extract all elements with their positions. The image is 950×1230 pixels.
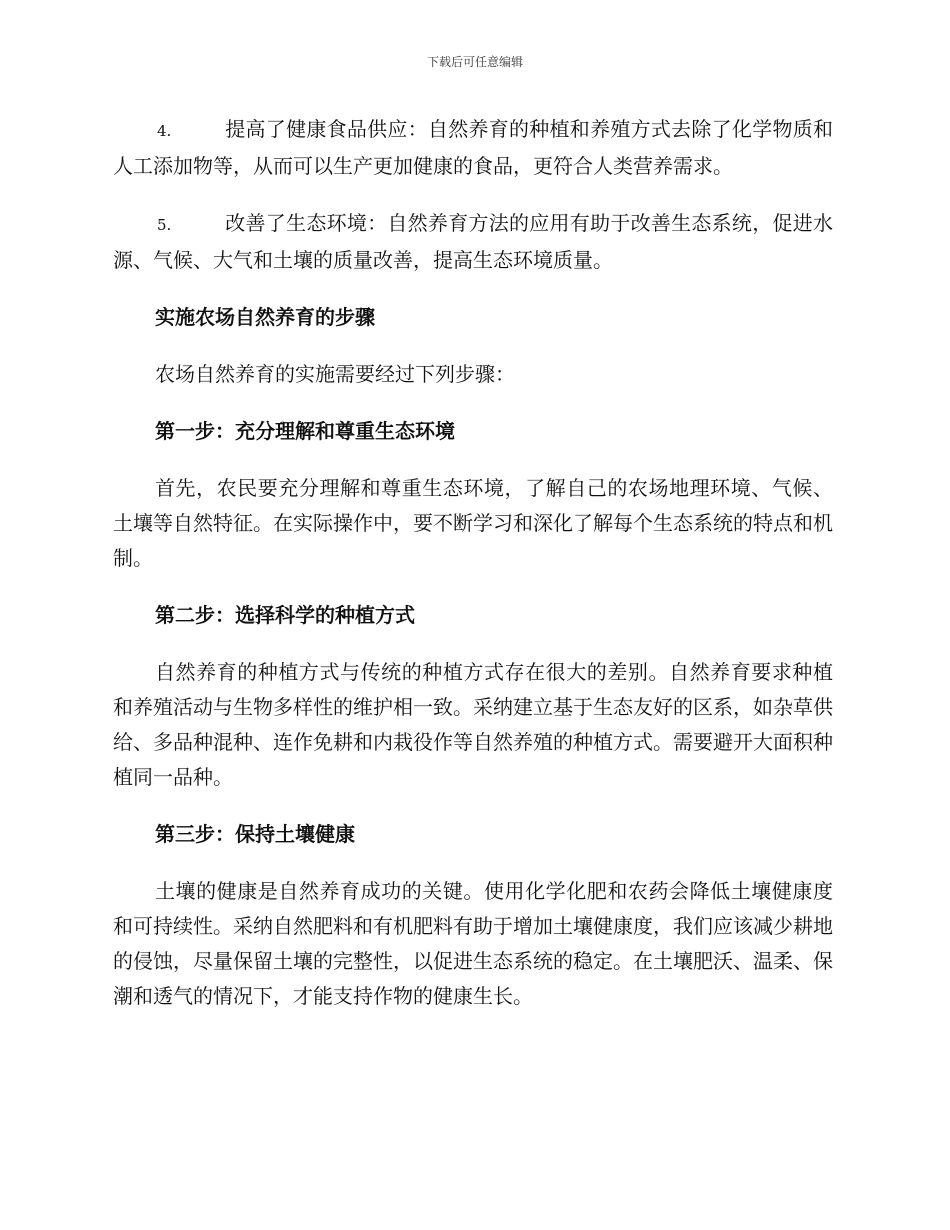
list-number: 5. bbox=[157, 216, 172, 234]
list-item-4 bbox=[113, 112, 833, 184]
section-heading: 实施农场自然养育的步骤 bbox=[155, 305, 375, 329]
list-item-5 bbox=[113, 206, 833, 278]
step3-paragraph: 土壤的健康是自然养育成功的关键。使用化学化肥和农药会降低土壤健康度和可持续性。采纳自然肥料和有机肥料有助于增加土壤健康度，我们应该减少耕地的侵蚀，尽量保留土壤的完整性，以促进生态系统的稳定。在土壤肥沃、温柔、保潮和透气的情况下，才能支持作物的健康生长。 bbox=[113, 879, 833, 1008]
step2-heading: 第二步：选择科学的种植方式 bbox=[155, 603, 415, 627]
step2-paragraph: 自然养育的种植方式与传统的种植方式存在很大的差别。自然养育要求种植和养殖活动与生物多样性的维护相一致。采纳建立基于生态友好的区系，如杂草供给、多品种混种、连作免耕和内栽役作等自然养殖的种植方式。需要避开大面积种植同一品种。 bbox=[113, 660, 833, 789]
step1-heading: 第一步：充分理解和尊重生态环境 bbox=[155, 419, 455, 443]
page-header-note: 下载后可任意编辑 bbox=[426, 55, 523, 69]
list-number: 4. bbox=[157, 122, 172, 140]
intro-paragraph: 农场自然养育的实施需要经过下列步骤： bbox=[155, 362, 515, 386]
step3-heading: 第三步：保持土壤健康 bbox=[155, 822, 355, 846]
document-body bbox=[113, 112, 833, 1036]
list-item-text: 改善了生态环境：自然养育方法的应用有助于改善生态系统，促进水源、气候、大气和土壤的质量改善，提高生态环境质量。 bbox=[113, 211, 833, 272]
step1-paragraph: 首先，农民要充分理解和尊重生态环境，了解自己的农场地理环境、气候、土壤等自然特征。在实际操作中，要不断学习和深化了解每个生态系统的特点和机制。 bbox=[113, 476, 833, 570]
list-item-text: 提高了健康食品供应：自然养育的种植和养殖方式去除了化学物质和人工添加物等，从而可以生产更加健康的食品，更符合人类营养需求。 bbox=[113, 117, 833, 178]
